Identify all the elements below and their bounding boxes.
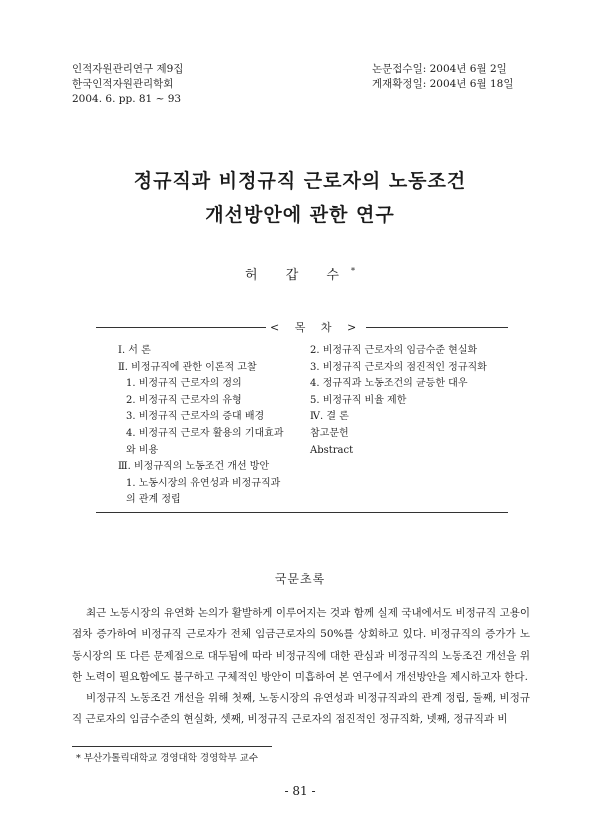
toc-item: 1. 노동시장의 유연성과 비정규직과 [126, 477, 281, 489]
toc-item: 4. 정규직과 노동조건의 균등한 대우 [310, 378, 468, 390]
footnote: * 부산가톨릭대학교 경영대학 경영학부 교수 [76, 753, 259, 764]
toc-item: 2. 비정규직 근로자의 임금수준 현실화 [310, 345, 478, 356]
toc-bottom-rule [96, 512, 508, 513]
journal-info [72, 62, 183, 107]
accepted-date: 게재확정일: 2004년 6월 18일 [372, 78, 514, 90]
paper-title-line-1: 정규직과 비정규직 근로자의 노동조건 [133, 170, 467, 192]
toc-item: 1. 비정규직 근로자의 정의 [126, 378, 242, 390]
volume-pages: 2004. 6. pp. 81 ~ 93 [72, 93, 182, 105]
toc-item: Abstract [310, 444, 354, 456]
toc-item: 의 관계 정립 [126, 494, 181, 506]
abstract-paragraph-2: 비정규직 노동조건 개선을 위해 첫째, 노동시장의 유연성과 비정규직과의 관계 정립, 둘째, 비정규직 근로자의 임금수준의 현실화, 셋째, 비정규직 근로자의 점진적인 정규직화, 넷째, 정규직과 비 [72, 692, 530, 726]
received-date: 논문접수일: 2004년 6월 2일 [372, 63, 507, 75]
author-name: 허 갑 수 [245, 268, 351, 283]
journal-name: 인적자원관리연구 제9집 [72, 63, 184, 75]
toc-item: 4. 비정규직 근로자 활용의 기대효과 [126, 427, 284, 439]
table-of-contents [96, 321, 508, 513]
toc-item: Ⅲ. 비정규직의 노동조건 개선 방안 [118, 461, 270, 473]
footnote-rule [72, 746, 272, 747]
toc-item: 3. 비정규직 근로자의 점진적인 정규직화 [310, 361, 487, 373]
abstract-heading: 국문초록 [274, 572, 326, 586]
paper-title-line-2: 개선방안에 관한 연구 [205, 204, 395, 226]
toc-left-column [118, 343, 308, 509]
page-number: - 81 - [284, 784, 316, 798]
toc-item: Ⅱ. 비정규직에 관한 이론적 고찰 [118, 361, 257, 373]
toc-item: 참고문헌 [310, 427, 349, 439]
toc-item: Ⅳ. 결 론 [310, 411, 349, 423]
toc-item: Ⅰ. 서 론 [118, 345, 151, 356]
society-name: 한국인적자원관리학회 [72, 78, 174, 90]
toc-item: 와 비용 [126, 444, 159, 456]
toc-item: 3. 비정규직 근로자의 증대 배경 [126, 411, 265, 423]
toc-right-column [310, 343, 510, 459]
abstract-body [72, 603, 530, 731]
toc-heading: < 목 차 > [266, 319, 366, 335]
toc-item: 2. 비정규직 근로자의 유형 [126, 394, 242, 406]
abstract-paragraph-1: 최근 노동시장의 유연화 논의가 활발하게 이루어지는 것과 함께 실제 국내에서도 비정규직 고용이 점차 증가하여 비정규직 근로자가 전체 임금근로자의 50%를 상회하고 있다. 비정규직의 증가가 노동시장의 또 다른 문제점으로 대두됨에 따라 비정규직에 대한 관심과 비정규직의 노동조건 개선을 위한 노력이 필요함에도 불구하고 구체적인 방안이 미흡하여 본 연구에서 개선방안을 제시하고자 한다. [72, 607, 530, 683]
author-footnote-mark: * [350, 266, 355, 276]
author [0, 264, 600, 283]
submission-info [372, 62, 513, 92]
toc-item: 5. 비정규직 비율 제한 [310, 394, 407, 406]
